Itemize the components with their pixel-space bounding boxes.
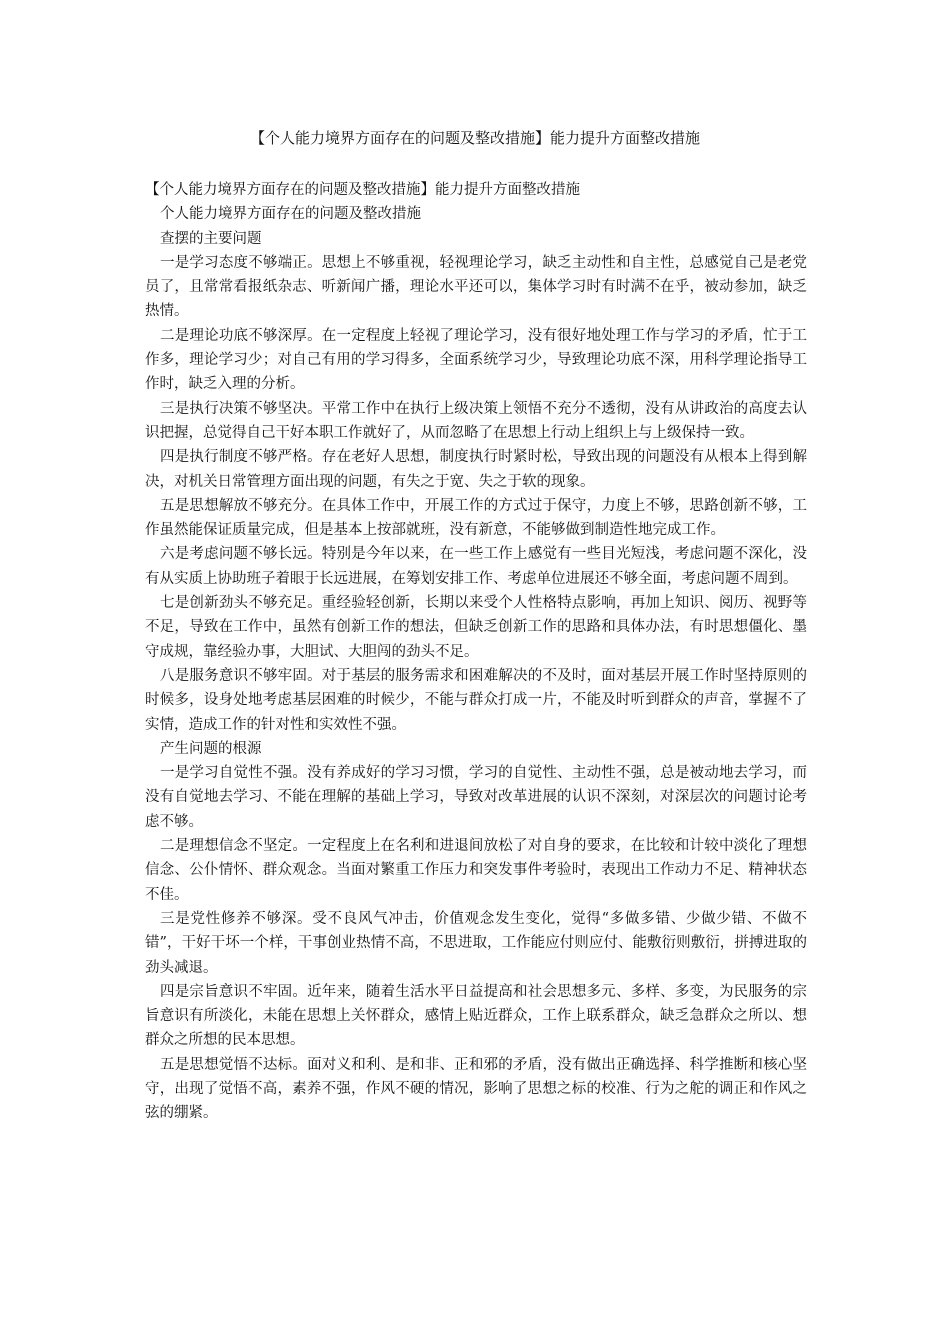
root-paragraph: 一是学习自觉性不强。没有养成好的学习习惯，学习的自觉性、主动性不强，总是被动地去学习，而没有自觉地去学习、不能在理解的基础上学习，导致对改革进展的认识不深刻，对深层次的问题讨论考虑不够。 — [145, 765, 807, 830]
problem-paragraph: 二是理论功底不够深厚。在一定程度上轻视了理论学习，没有很好地处理工作与学习的矛盾，忙于工作多，理论学习少；对自己有用的学习得多，全面系统学习少，导致理论功底不深，用科学理论指导工作时，缺乏入理的分析。 — [145, 327, 807, 393]
problem-paragraph: 六是考虑问题不够长远。特别是今年以来，在一些工作上感觉有一些目光短浅，考虑问题不深化，没有从实质上协助班子着眼于长远进展，在筹划安排工作、考虑单位进展还不够全面，考虑问题不周到。 — [145, 546, 807, 587]
problem-paragraph: 一是学习态度不够端正。思想上不够重视，轻视理论学习，缺乏主动性和自主性，总感觉自己是老党员了，且常常看报纸杂志、听新闻广播，理论水平还可以，集体学习时有时满不在乎，被动参加，缺乏热情。 — [145, 254, 807, 320]
section-heading-problems: 查摆的主要问题 — [160, 230, 262, 247]
root-paragraph: 三是党性修养不够深。受不良风气冲击，价值观念发生变化，觉得“多做多错、少做少错、不做不错”，干好干坏一个样，干事创业热情不高，不思进取，工作能应付则应付、能敷衍则敷衍，拼搏进取的劲头减退。 — [145, 910, 807, 976]
section-heading-roots: 产生问题的根源 — [160, 740, 262, 757]
document-heading: 【个人能力境界方面存在的问题及整改措施】能力提升方面整改措施 — [145, 182, 580, 198]
root-paragraph: 二是理想信念不坚定。一定程度上在名利和进退间放松了对自身的要求，在比较和计较中淡化了理想信念、公仆情怀、群众观念。当面对繁重工作压力和突发事件考验时，表现出工作动力不足、精神状态不佳。 — [145, 838, 807, 903]
problem-paragraph: 八是服务意识不够牢固。对于基层的服务需求和困难解决的不及时，面对基层开展工作时坚持原则的时候多，设身处地考虑基层困难的时候少，不能与群众打成一片，不能及时听到群众的声音，掌握不了实情，造成工作的针对性和实效性不强。 — [145, 667, 807, 733]
document-title: 【个人能力境界方面存在的问题及整改措施】能力提升方面整改措施 — [249, 129, 700, 147]
problem-paragraph: 三是执行决策不够坚决。平常工作中在执行上级决策上领悟不充分不透彻，没有从讲政治的高度去认识把握，总觉得自己干好本职工作就好了，从而忽略了在思想上行动上组织上与上级保持一致。 — [145, 400, 807, 441]
root-paragraph: 五是思想觉悟不达标。面对义和利、是和非、正和邪的矛盾，没有做出正确选择、科学推断和核心坚守，出现了觉悟不高，素养不强，作风不硬的情况，影响了思想之标的校准、行为之舵的调正和作风之弦的绷紧。 — [145, 1056, 807, 1122]
problem-paragraph: 七是创新劲头不够充足。重经验轻创新，长期以来受个人性格特点影响，再加上知识、阅历、视野等不足，导致在工作中，虽然有创新工作的想法，但缺乏创新工作的思路和具体办法，有时思想僵化、墨守成规，靠经验办事，大胆试、大胆闯的劲头不足。 — [145, 595, 807, 660]
problem-paragraph: 五是思想解放不够充分。在具体工作中，开展工作的方式过于保守，力度上不够，思路创新不够，工作虽然能保证质量完成，但是基本上按部就班，没有新意，不能够做到制造性地完成工作。 — [145, 497, 807, 539]
problem-paragraph: 四是执行制度不够严格。存在老好人思想，制度执行时紧时松，导致出现的问题没有从根本上得到解决，对机关日常管理方面出现的问题，有失之于宽、失之于软的现象。 — [145, 449, 807, 490]
root-paragraph: 四是宗旨意识不牢固。近年来，随着生活水平日益提高和社会思想多元、多样、多变，为民服务的宗旨意识有所淡化，未能在思想上关怀群众，感情上贴近群众，工作上联系群众，缺乏急群众之所以、想群众之所想的民本思想。 — [145, 983, 807, 1049]
document-body — [145, 178, 807, 1126]
document-subtitle: 个人能力境界方面存在的问题及整改措施 — [160, 206, 421, 223]
